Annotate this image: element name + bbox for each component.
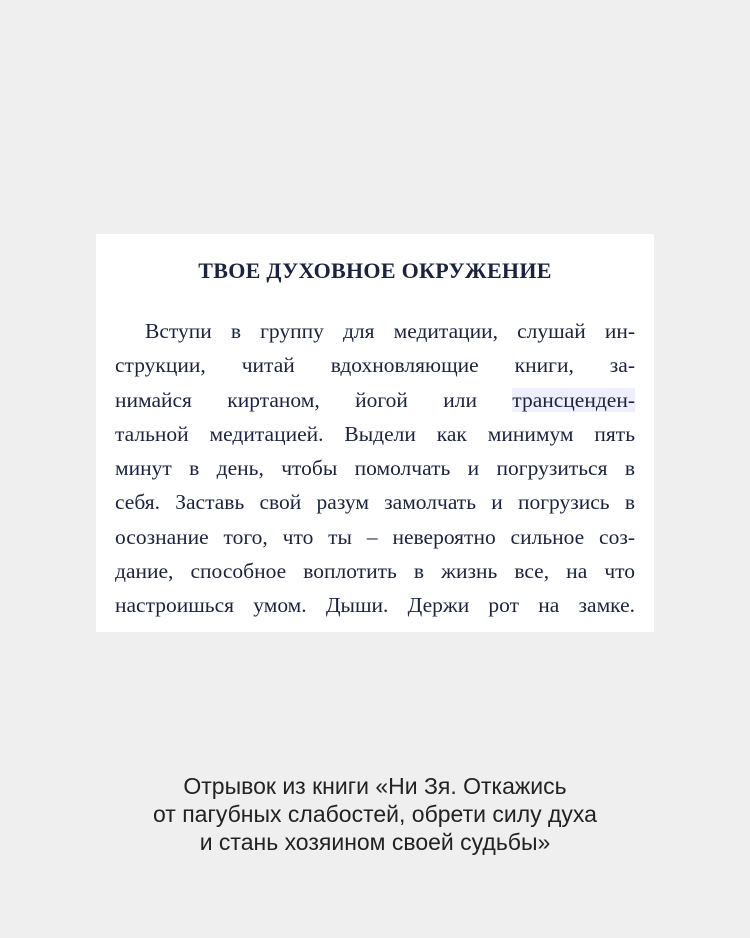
book-caption xyxy=(0,772,750,856)
excerpt-line: тальной медитацией. Выдели как минимум пять xyxy=(115,421,635,446)
excerpt-line: Вступи в группу для медитации, слушай ин- xyxy=(145,319,635,343)
excerpt-line: настроишься умом. Дыши. Держи рот на замке. xyxy=(115,593,635,618)
caption-line: от пагубных слабостей, обрети силу духа xyxy=(153,801,597,827)
excerpt-line: осознание того, что ты – невероятно сильное соз- xyxy=(115,524,635,549)
excerpt-title: ТВОЕ ДУХОВНОЕ ОКРУЖЕНИЕ xyxy=(198,258,552,283)
caption-line: Отрывок из книги «Ни Зя. Откажись xyxy=(183,773,567,799)
excerpt-line: дание, способное воплотить в жизнь все, на что xyxy=(115,559,635,584)
excerpt-line xyxy=(115,383,635,417)
excerpt-line: себя. Заставь свой разум замолчать и погрузись в xyxy=(115,490,635,515)
highlighted-word: трансценден- xyxy=(512,387,635,412)
excerpt-line-text: нимайся киртаном, йогой или xyxy=(115,387,513,412)
excerpt-body xyxy=(115,314,635,623)
excerpt-line: струкции, читай вдохновляющие книги, за- xyxy=(115,353,635,378)
excerpt-line: минут в день, чтобы помолчать и погрузиться в xyxy=(115,456,635,481)
caption-line: и стань хозяином своей судьбы» xyxy=(199,829,551,855)
